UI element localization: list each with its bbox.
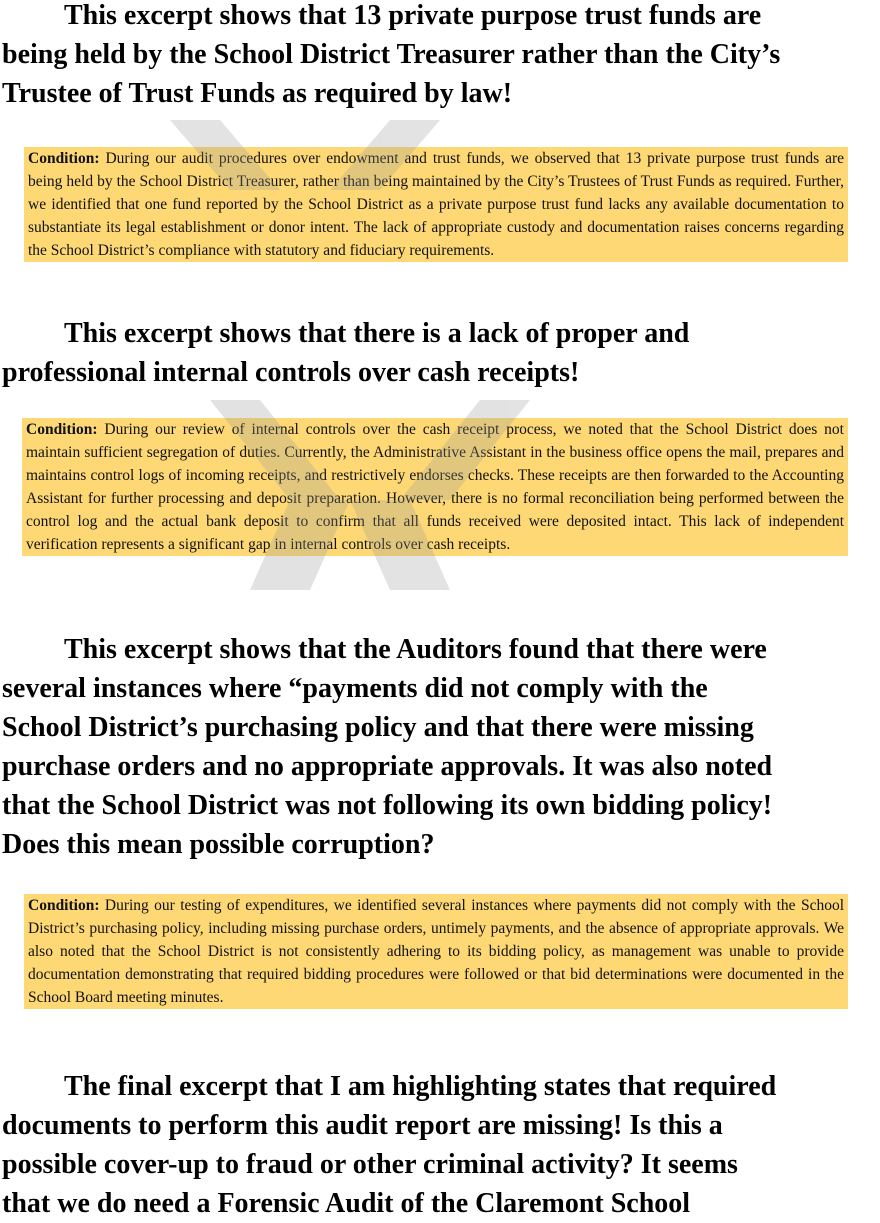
- condition-text: During our audit procedures over endowment and trust funds, we observed that 13 private purpose trust funds are being held by the School District Treasurer, rather than being maintained by the City’s Trustees of Trust Funds as required. Further, we identified that one fund reported by the School District as a private purpose trust fund lacks any available documentation to substantiate its legal establishment or donor intent. The lack of appropriate custody and documentation raises concerns regarding the School District’s compliance with statutory and fiduciary requirements.: [28, 150, 844, 259]
- commentary-paragraph-4: The final excerpt that I am highlighting states that required documents to perform this audit report are missing! Is this a possible cover-up to fraud or other criminal activity? It seems that we do need a Forensic Audit of the Claremont School: [2, 1071, 777, 1219]
- condition-text: During our review of internal controls over the cash receipt process, we noted that the School District does not maintain sufficient segregation of duties. Currently, the Administrative Assistant in the business office opens the mail, prepares and maintains control logs of incoming receipts, and restrictively endorses checks. These receipts are then forwarded to the Accounting Assistant for further processing and deposit preparation. However, there is no formal reconciliation being performed between the control log and the actual bank deposit to confirm that all funds received were deposited intact. This lack of independent verification represents a significant gap in internal controls over cash receipts.: [26, 421, 844, 553]
- commentary-paragraph-3: This excerpt shows that the Auditors found that there were several instances where “payments did not comply with the School District’s purchasing policy and that there were missing purchase orders and no appropriate approvals. It was also noted that the School District was not following its own bidding policy! Does this mean possible corruption?: [2, 634, 773, 860]
- audit-excerpt-expenditures: [24, 894, 848, 1009]
- condition-label: Condition:: [28, 897, 100, 914]
- condition-label: Condition:: [28, 150, 100, 167]
- commentary-paragraph-2: This excerpt shows that there is a lack of proper and professional internal controls over cash receipts!: [2, 318, 690, 388]
- audit-excerpt-cash-receipts: [22, 418, 848, 556]
- commentary-paragraph-1: This excerpt shows that 13 private purpose trust funds are being held by the School District Treasurer rather than the City’s Trustee of Trust Funds as required by law!: [2, 0, 781, 109]
- audit-excerpt-trust-funds: [24, 147, 848, 262]
- condition-label: Condition:: [26, 421, 98, 438]
- condition-text: During our testing of expenditures, we identified several instances where payments did not comply with the School District’s purchasing policy, including missing purchase orders, untimely payments, and the absence of appropriate approvals. We also noted that the School District is not consistently adhering to its bidding policy, as management was unable to provide documentation demonstrating that required bidding procedures were followed or that bid determinations were documented in the School Board meeting minutes.: [28, 897, 844, 1006]
